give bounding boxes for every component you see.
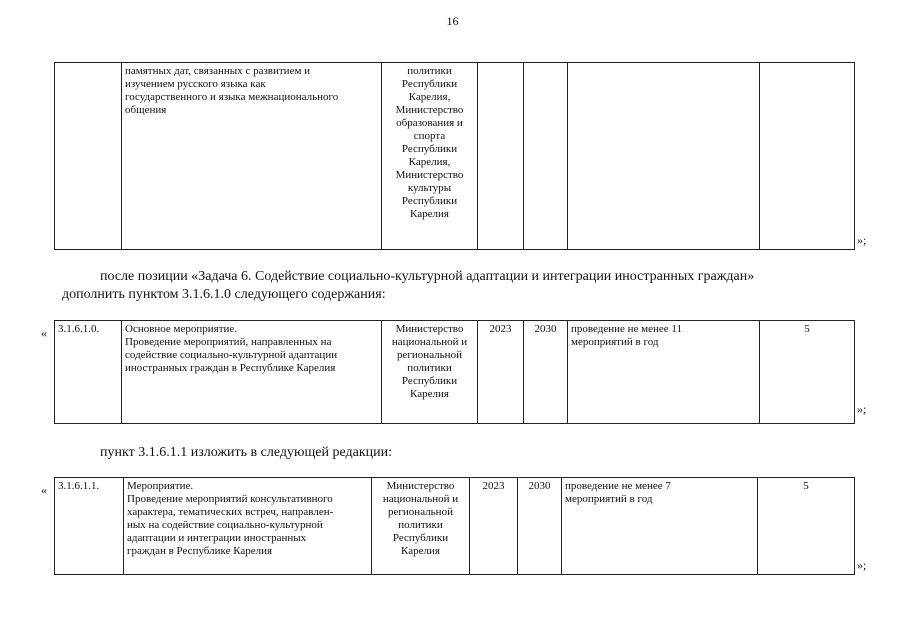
measure-line: общения [125, 104, 167, 116]
cell-value: 5 [758, 478, 855, 575]
closing-quote: »; [857, 558, 867, 572]
cell-year-end: 2030 [518, 478, 562, 575]
executor-line: Министерство [395, 104, 464, 116]
executor-line: политики [407, 362, 452, 374]
executor-line: региональной [397, 349, 462, 361]
executor-line: политики [407, 65, 452, 77]
page-number: 16 [446, 14, 459, 28]
cell-indicator [568, 63, 760, 250]
cell-number: 3.1.6.1.0. [55, 321, 122, 424]
cell-year-start: 2023 [470, 478, 518, 575]
executor-line: Республики [401, 195, 458, 207]
measure-line: содействие социально-культурной адаптации [125, 349, 338, 361]
instruction-line: дополнить пунктом 3.1.6.1.0 следующего содержания: [62, 287, 386, 302]
cell-measure [122, 63, 382, 250]
executor-line: Карелия [401, 545, 440, 557]
executor-line: региональной [388, 506, 453, 518]
executor-line: спорта [413, 130, 446, 142]
table-item-3-1-6-1-0 [54, 320, 855, 424]
cell-executor [382, 63, 478, 250]
cell-number [55, 63, 122, 250]
executor-line: Министерство [395, 323, 464, 335]
indicator-line: мероприятий в год [565, 493, 653, 505]
cell-year-start [478, 63, 524, 250]
measure-line: памятных дат, связанных с развитием и [125, 65, 311, 77]
cell-measure [124, 478, 372, 575]
measure-line: Основное мероприятие. [125, 323, 238, 335]
table-item-3-1-6-1-1 [54, 477, 855, 575]
cell-value: 5 [760, 321, 855, 424]
cell-year-start: 2023 [478, 321, 524, 424]
instruction-line: после позиции «Задача 6. Содействие социально-культурной адаптации и интеграции иностранных граждан» [100, 269, 755, 284]
instruction-paragraph [62, 268, 852, 304]
executor-line: национальной и [382, 493, 459, 505]
executor-line: культуры [407, 182, 452, 194]
opening-quote: « [41, 483, 47, 497]
cell-year-end: 2030 [524, 321, 568, 424]
executor-line: Карелия, [408, 91, 451, 103]
measure-line: государственного и языка межнационального [125, 91, 339, 103]
measure-line: изучением русского языка как [125, 78, 266, 90]
cell-number: 3.1.6.1.1. [55, 478, 124, 575]
closing-quote: »; [857, 233, 867, 247]
table-row [55, 321, 855, 424]
table-row [55, 478, 855, 575]
measure-line: Проведение мероприятий консультативного [127, 493, 333, 505]
executor-line: Карелия [410, 208, 449, 220]
measure-line: иностранных граждан в Республике Карелия [125, 362, 336, 374]
executor-line: Республики [392, 532, 449, 544]
measure-line: Мероприятие. [127, 480, 194, 492]
executor-line: национальной и [391, 336, 468, 348]
measure-line: характера, тематических встреч, направлен- [127, 506, 334, 518]
closing-quote: »; [857, 402, 867, 416]
executor-line: Министерство [386, 480, 455, 492]
executor-line: Карелия [410, 388, 449, 400]
executor-line: образования и [396, 117, 463, 129]
executor-line: Республики [401, 143, 458, 155]
table-continuation [54, 62, 855, 250]
executor-line: Карелия, [408, 156, 451, 168]
instruction-paragraph [100, 444, 800, 462]
measure-line: Проведение мероприятий, направленных на [125, 336, 332, 348]
executor-line: Республики [401, 78, 458, 90]
opening-quote: « [41, 326, 47, 340]
executor-line: Республики [401, 375, 458, 387]
executor-line: политики [398, 519, 443, 531]
instruction-line: пункт 3.1.6.1.1 изложить в следующей редакции: [100, 445, 392, 460]
cell-executor [372, 478, 470, 575]
cell-measure [122, 321, 382, 424]
cell-indicator [568, 321, 760, 424]
measure-line: адаптации и интеграции иностранных [127, 532, 307, 544]
indicator-line: проведение не менее 7 [565, 480, 671, 492]
indicator-line: проведение не менее 11 [571, 323, 682, 335]
measure-line: граждан в Республике Карелия [127, 545, 273, 557]
indicator-line: мероприятий в год [571, 336, 659, 348]
executor-line: Министерство [395, 169, 464, 181]
measure-line: ных на содействие социально-культурной [127, 519, 323, 531]
table-row [55, 63, 855, 250]
cell-year-end [524, 63, 568, 250]
cell-indicator [562, 478, 758, 575]
cell-value [760, 63, 855, 250]
cell-executor [382, 321, 478, 424]
